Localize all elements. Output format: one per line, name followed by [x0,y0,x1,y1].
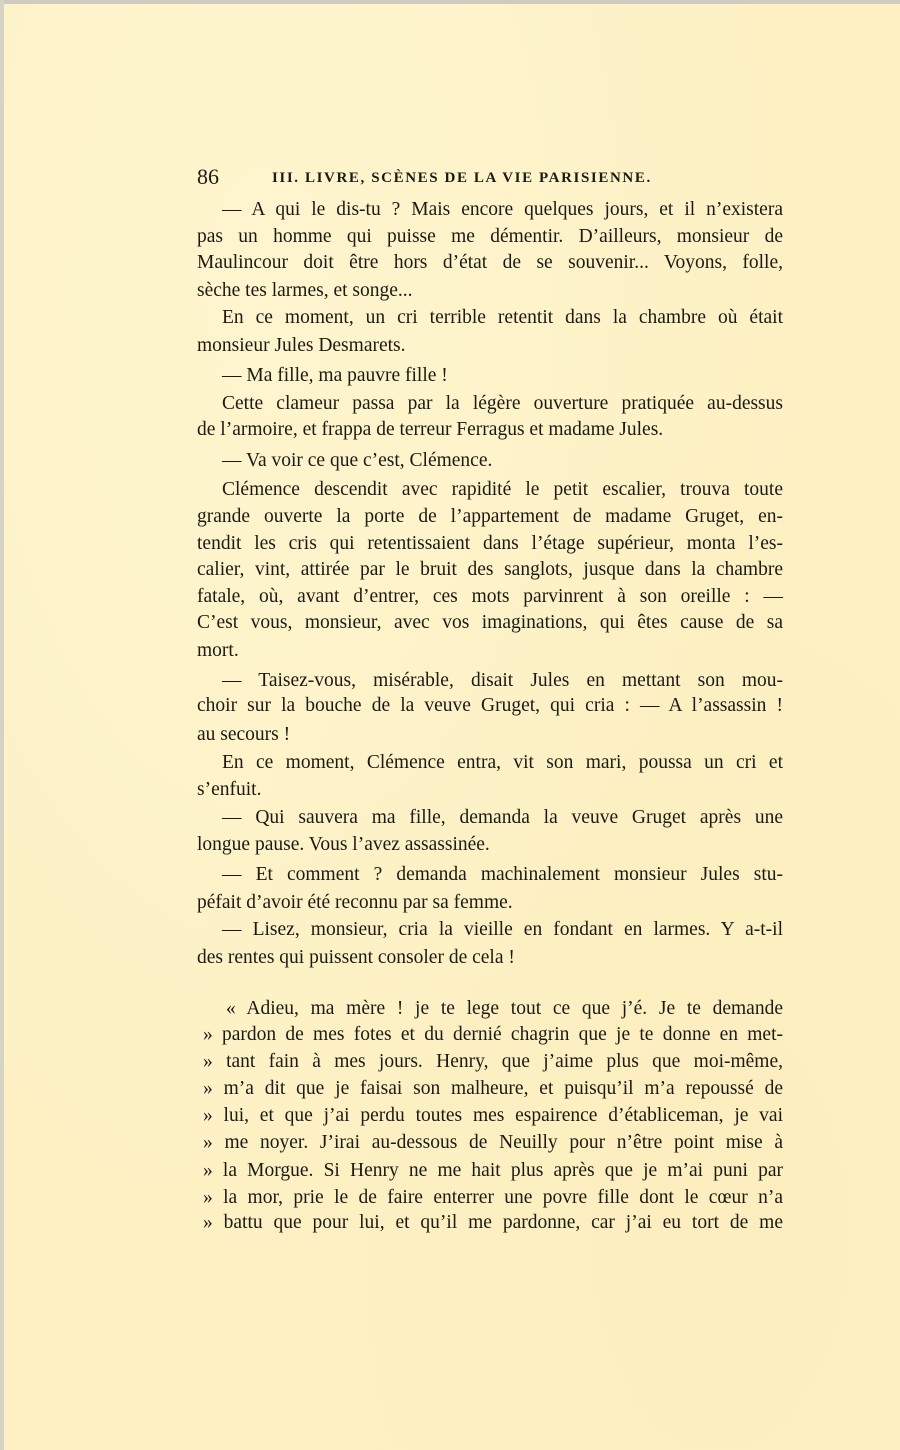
text-line: sèche tes larmes, et songe... [197,280,413,301]
text-line: longue pause. Vous l’avez assassinée. [197,834,490,855]
text-line: s’enfuit. [197,779,262,800]
scan-edge-top [0,0,900,4]
text-line: au secours ! [197,724,291,745]
text-line: En ce moment, Clémence entra, vit son mari, poussa un cri et [222,752,783,773]
text-line: des rentes qui puissent consoler de cela ! [197,947,515,968]
text-line: grande ouverte la porte de l’appartement de madame Gruget, en- [197,506,783,527]
letter-line: » battu que pour lui, et qu’il me pardonne, car j’ai eu tort de me [203,1212,783,1233]
page-number: 86 [197,164,219,189]
letter-line: » lui, et que j’ai perdu toutes mes espairence d’établiceman, je vai [203,1105,783,1126]
text-line: — Et comment ? demanda machinalement monsieur Jules stu- [222,864,783,885]
letter-line: » pardon de mes fotes et du dernié chagrin que je te donne en met- [203,1024,783,1045]
letter-line: « Adieu, ma mère ! je te lege tout ce que j’é. Je te demande [226,998,783,1019]
text-line: mort. [197,640,239,661]
text-line: monsieur Jules Desmarets. [197,335,406,356]
letter-line: » m’a dit que je faisai son malheure, et puisqu’il m’a repoussé de [203,1078,783,1099]
text-line: — Lisez, monsieur, cria la vieille en fondant en larmes. Y a-t-il [222,919,783,940]
text-line: En ce moment, un cri terrible retentit dans la chambre où était [222,307,783,328]
text-line: — Qui sauvera ma fille, demanda la veuve Gruget après une [222,807,783,828]
text-line: Clémence descendit avec rapidité le petit escalier, trouva toute [222,479,783,500]
scan-edge-left [0,0,4,1450]
text-line: — Ma fille, ma pauvre fille ! [222,365,448,386]
text-line: Maulincour doit être hors d’état de se souvenir... Voyons, folle, [197,252,783,273]
text-line: pas un homme qui puisse me démentir. D’ailleurs, monsieur de [197,226,783,247]
text-line: — Taisez-vous, misérable, disait Jules en mettant son mou- [222,670,783,691]
letter-line: » la Morgue. Si Henry ne me hait plus après que je m’ai puni par [203,1160,783,1181]
text-line: — Va voir ce que c’est, Clémence. [222,450,493,471]
text-line: fatale, où, avant d’entrer, ces mots parvinrent à son oreille : — [197,586,783,607]
text-line: — A qui le dis-tu ? Mais encore quelques jours, et il n’existera [222,199,783,220]
text-line: choir sur la bouche de la veuve Gruget, qui cria : — A l’assassin ! [197,695,783,716]
text-line: Cette clameur passa par la légère ouverture pratiquée au-dessus [222,393,783,414]
running-head: III. LIVRE, SCÈNES DE LA VIE PARISIENNE. [272,170,652,186]
text-line: tendit les cris qui retentissaient dans l’étage supérieur, monta l’es- [197,533,783,554]
page-header [197,164,783,190]
text-line: de l’armoire, et frappa de terreur Ferragus et madame Jules. [197,419,664,440]
text-line: péfait d’avoir été reconnu par sa femme. [197,892,513,913]
letter-line: » tant fain à mes jours. Henry, que j’aime plus que moi-même, [203,1051,783,1072]
letter-line: » me noyer. J’irai au-dessous de Neuilly pour n’être point mise à [203,1132,783,1153]
text-line: calier, vint, attirée par le bruit des sanglots, jusque dans la chambre [197,559,783,580]
letter-line: » la mor, prie le de faire enterrer une povre fille dont le cœur n’a [203,1187,783,1208]
text-line: C’est vous, monsieur, avec vos imaginations, qui êtes cause de sa [197,612,783,633]
